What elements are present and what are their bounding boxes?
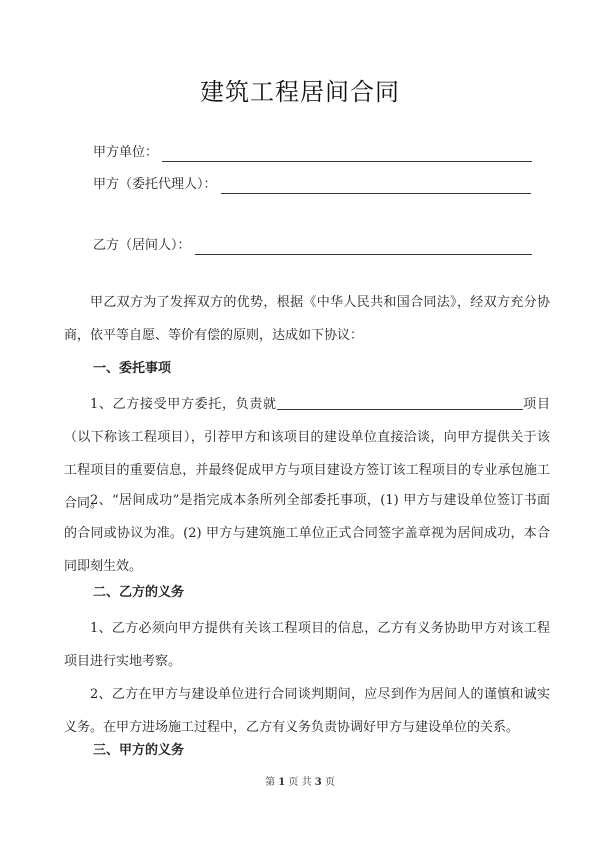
document-title: 建筑工程居间合同 xyxy=(200,78,400,106)
section-2-clause-2: 2、乙方在甲方与建设单位进行合同谈判期间，应尽到作为居间人的谨慎和诚实义务。在甲方进场施工过程中，乙方有义务负责协调好甲方与建设单位的关系。 xyxy=(64,687,550,735)
project-name-blank-line xyxy=(277,395,523,410)
section-3-heading: 三、甲方的义务 xyxy=(93,743,185,758)
party-a-unit-field xyxy=(93,140,532,162)
party-a-agent-label: 甲方（委托代理人）： xyxy=(93,177,217,192)
section-1-clause-2: 2、“居间成功”是指完成本条所列全部委托事项，(1) 甲方与建设单位签订书面的合同或协议为准。(2) 甲方与建筑施工单位正式合同签字盖章视为居间成功，本合同即刻生效。 xyxy=(64,493,550,574)
clause-1-suffix: 项目（以下称该工程项目），引荐甲方和该项目的建设单位直接洽谈，向甲方提供关于该工程项目的重要信息，并最终促成甲方与项目建设方签订该工程项目的专业承包施工合同。 xyxy=(64,397,550,511)
preamble-paragraph: 甲乙双方为了发挥双方的优势，根据《中华人民共和国合同法》，经双方充分协商，依平等自愿、等价有偿的原则，达成如下协议： xyxy=(64,295,550,343)
section-2-heading: 二、乙方的义务 xyxy=(93,585,185,600)
page-number-footer xyxy=(0,773,600,788)
party-a-unit-label: 甲方单位： xyxy=(93,145,159,160)
party-a-unit-blank-line xyxy=(162,147,532,162)
total-page-number: 3 xyxy=(314,777,322,788)
party-a-agent-blank-line xyxy=(221,179,531,194)
current-page-number: 1 xyxy=(278,777,286,788)
footer-suffix: 页 xyxy=(324,777,335,788)
section-2-clause-1: 1、乙方必须向甲方提供有关该工程项目的信息，乙方有义务协助甲方对该工程项目进行实地考察。 xyxy=(64,621,550,669)
footer-middle: 页 共 xyxy=(288,777,312,788)
footer-prefix: 第 xyxy=(265,777,276,788)
party-b-broker-field xyxy=(93,233,532,255)
party-b-broker-label: 乙方（居间人）： xyxy=(93,238,191,253)
section-1-heading: 一、委托事项 xyxy=(93,361,172,376)
clause-1-prefix: 1、乙方接受甲方委托，负责就 xyxy=(90,397,277,412)
party-b-broker-blank-line xyxy=(195,240,532,255)
party-a-agent-field xyxy=(93,172,531,194)
